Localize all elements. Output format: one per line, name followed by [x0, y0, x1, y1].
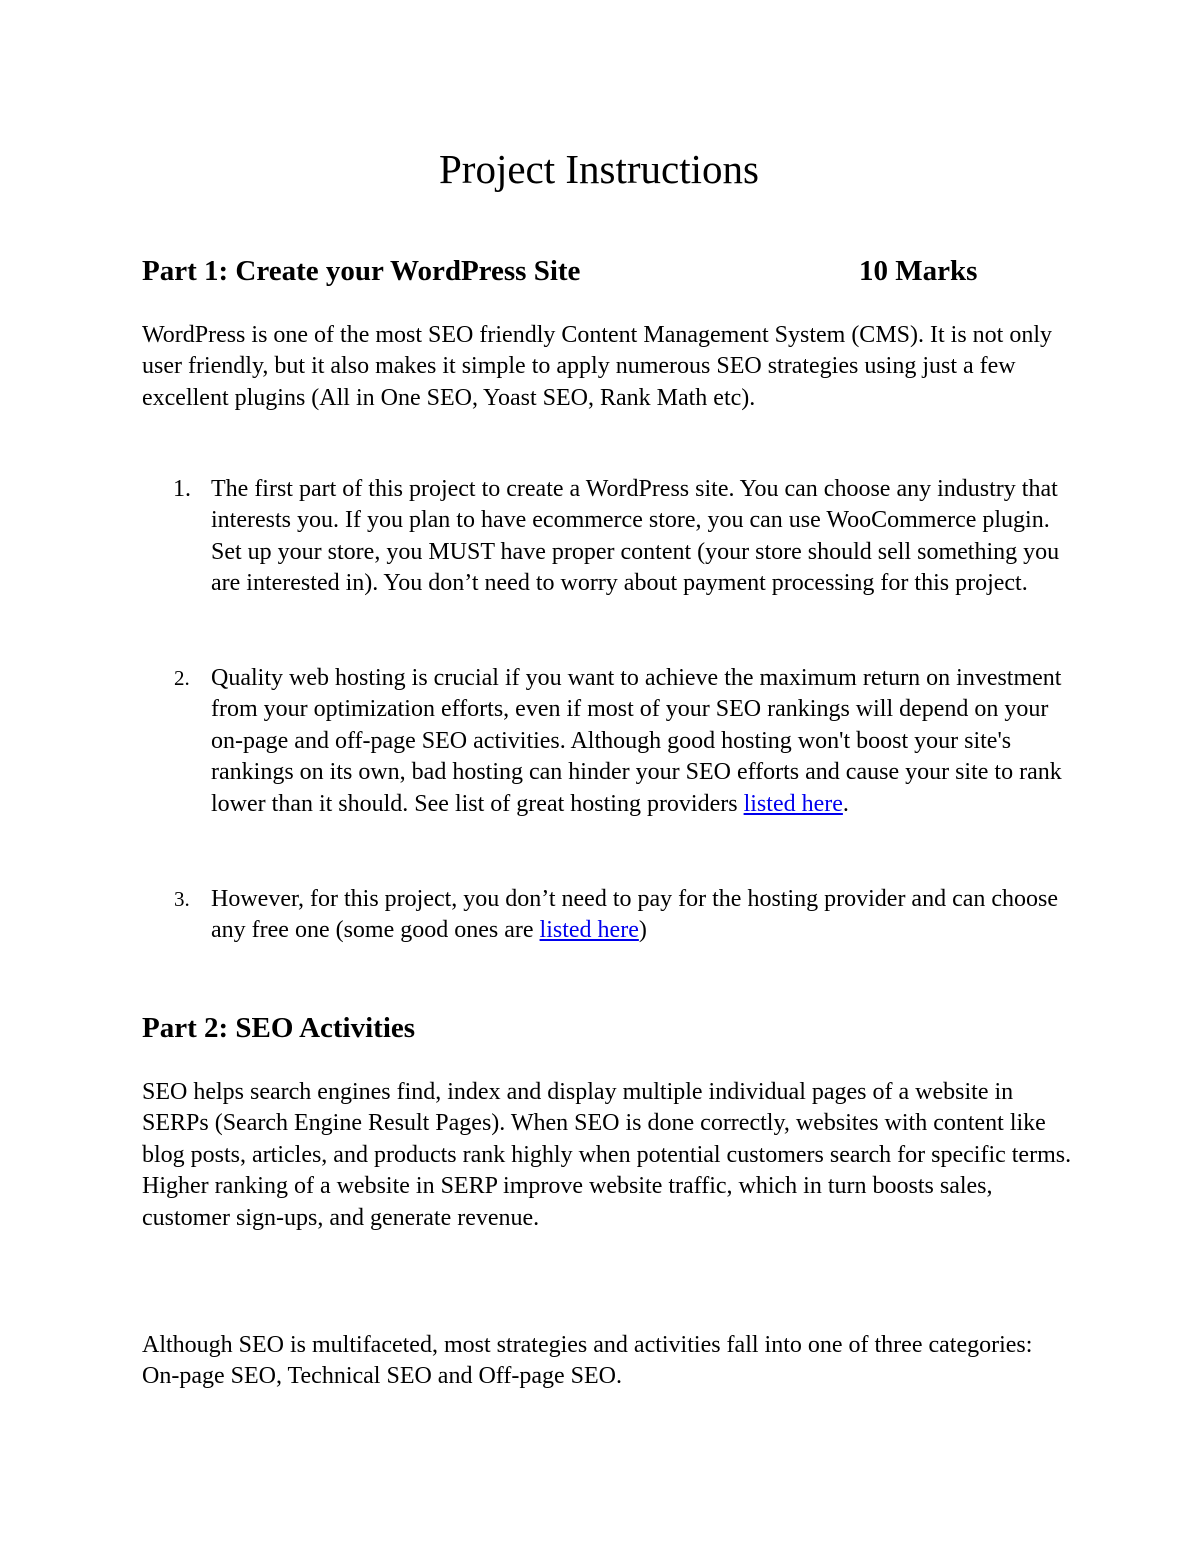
page-title: Project Instructions	[439, 146, 759, 192]
list-item-3-number: 3.	[174, 887, 190, 911]
list-item-2-text: Quality web hosting is crucial if you want to achieve the maximum return on investment from your optimization efforts, even if most of your SEO rankings will depend on your on-page and off-page SEO activities. Although good hosting won't boost your site's rankings on its own, bad hosting can hinder your SEO efforts and cause your site to rank lower than it should. See list of great hosting providers	[211, 665, 1062, 817]
part2-paragraph-2: Although SEO is multifaceted, most strategies and activities fall into one of three categories: On-page SEO, Technical SEO and Off-page SEO.	[142, 1332, 1033, 1390]
list-item-2	[174, 663, 1081, 820]
part2-heading: Part 2: SEO Activities	[142, 1012, 416, 1044]
part2-paragraph-1: SEO helps search engines find, index and display multiple individual pages of a website in SERPs (Search Engine Result Pages). When SEO is done correctly, websites with content like blog posts, articles, and products rank highly when potential customers search for specific terms. Higher ranking of a website in SERP improve website traffic, which in turn boosts sales, customer sign-ups, and generate revenue.	[142, 1079, 1072, 1231]
part1-heading-text: Part 1: Create your WordPress Site	[142, 255, 581, 287]
list-item-1-number: 1.	[173, 476, 191, 502]
list-item-3-text-end: )	[638, 917, 647, 944]
list-item-2-text-end: .	[842, 790, 849, 817]
list-item-1-text: The first part of this project to create a WordPress site. You can choose any industry that interests you. If you plan to have ecommerce store, you can use WooCommerce plugin. Set up your store, you MUST have proper content (your store should sell something you are interested in). You don’t need to worry about payment processing for this project.	[211, 476, 1060, 597]
part1-marks: 10 Marks	[859, 255, 978, 287]
list-item-3-text: However, for this project, you don’t need to pay for the hosting provider and can choose any free one (some good ones are	[211, 886, 1059, 944]
list-item-1	[173, 474, 1081, 600]
free-hosting-link[interactable]: listed here	[539, 917, 639, 944]
part1-intro-paragraph: WordPress is one of the most SEO friendly Content Management System (CMS). It is not only user friendly, but it also makes it simple to apply numerous SEO strategies using just a few excellent plugins (All in One SEO, Yoast SEO, Rank Math etc).	[142, 322, 1052, 411]
hosting-providers-link[interactable]: listed here	[743, 790, 843, 817]
list-item-3	[174, 884, 1081, 947]
list-item-2-number: 2.	[174, 666, 190, 690]
part1-heading	[142, 253, 1002, 289]
